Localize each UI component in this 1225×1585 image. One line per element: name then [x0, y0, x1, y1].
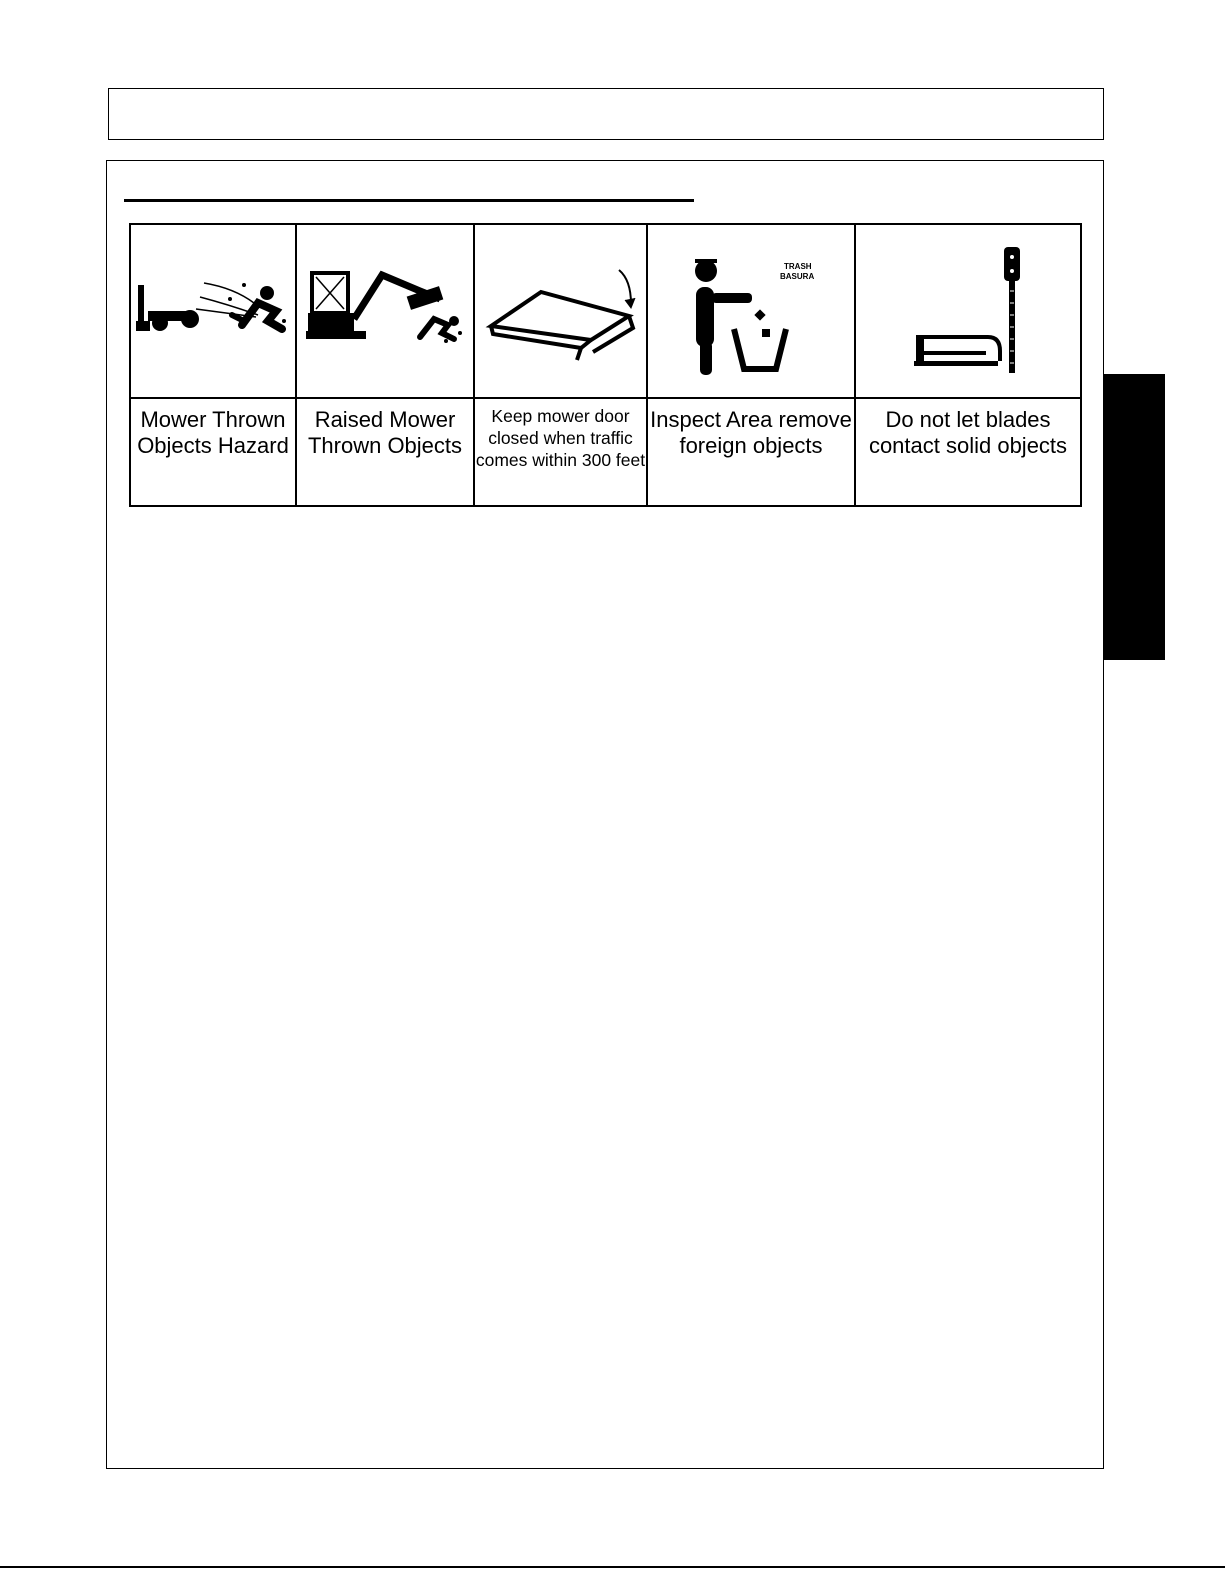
- raised-mower-thrown-objects-icon: [300, 261, 470, 361]
- svg-text:BASURA: BASURA: [780, 272, 815, 281]
- safety-pictogram-table: [129, 223, 1082, 507]
- pictogram-cell: [474, 224, 647, 398]
- caption-cell: [647, 398, 855, 506]
- pictogram-row: [130, 224, 1081, 398]
- section-side-tab: [1104, 374, 1165, 660]
- svg-text:TRASH: TRASH: [784, 262, 812, 271]
- pictogram-caption: Inspect Area remove foreign objects: [650, 407, 852, 458]
- caption-cell: [474, 398, 647, 506]
- caption-cell: [130, 398, 296, 506]
- mower-door-closed-icon: [481, 256, 641, 366]
- pictogram-cell: [855, 224, 1081, 398]
- pictogram-cell: [296, 224, 474, 398]
- pictogram-caption: Keep mower door closed when traffic comes within 300 feet: [475, 406, 646, 470]
- page-header-box: [108, 88, 1104, 140]
- blade-contact-solid-object-icon: [868, 241, 1068, 381]
- mower-thrown-objects-icon: [134, 271, 292, 351]
- pictogram-cell: [647, 224, 855, 398]
- pictogram-caption: Raised Mower Thrown Objects: [307, 407, 463, 458]
- pictogram-caption: Mower Thrown Objects Hazard: [137, 407, 289, 458]
- caption-row: [130, 398, 1081, 506]
- section-heading-rule: [124, 199, 694, 202]
- caption-cell: [855, 398, 1081, 506]
- pictogram-caption: Do not let blades contact solid objects: [868, 407, 1068, 458]
- caption-cell: [296, 398, 474, 506]
- page-bottom-rule: [0, 1566, 1225, 1568]
- pictogram-cell: [130, 224, 296, 398]
- trash-disposal-icon: [666, 241, 836, 381]
